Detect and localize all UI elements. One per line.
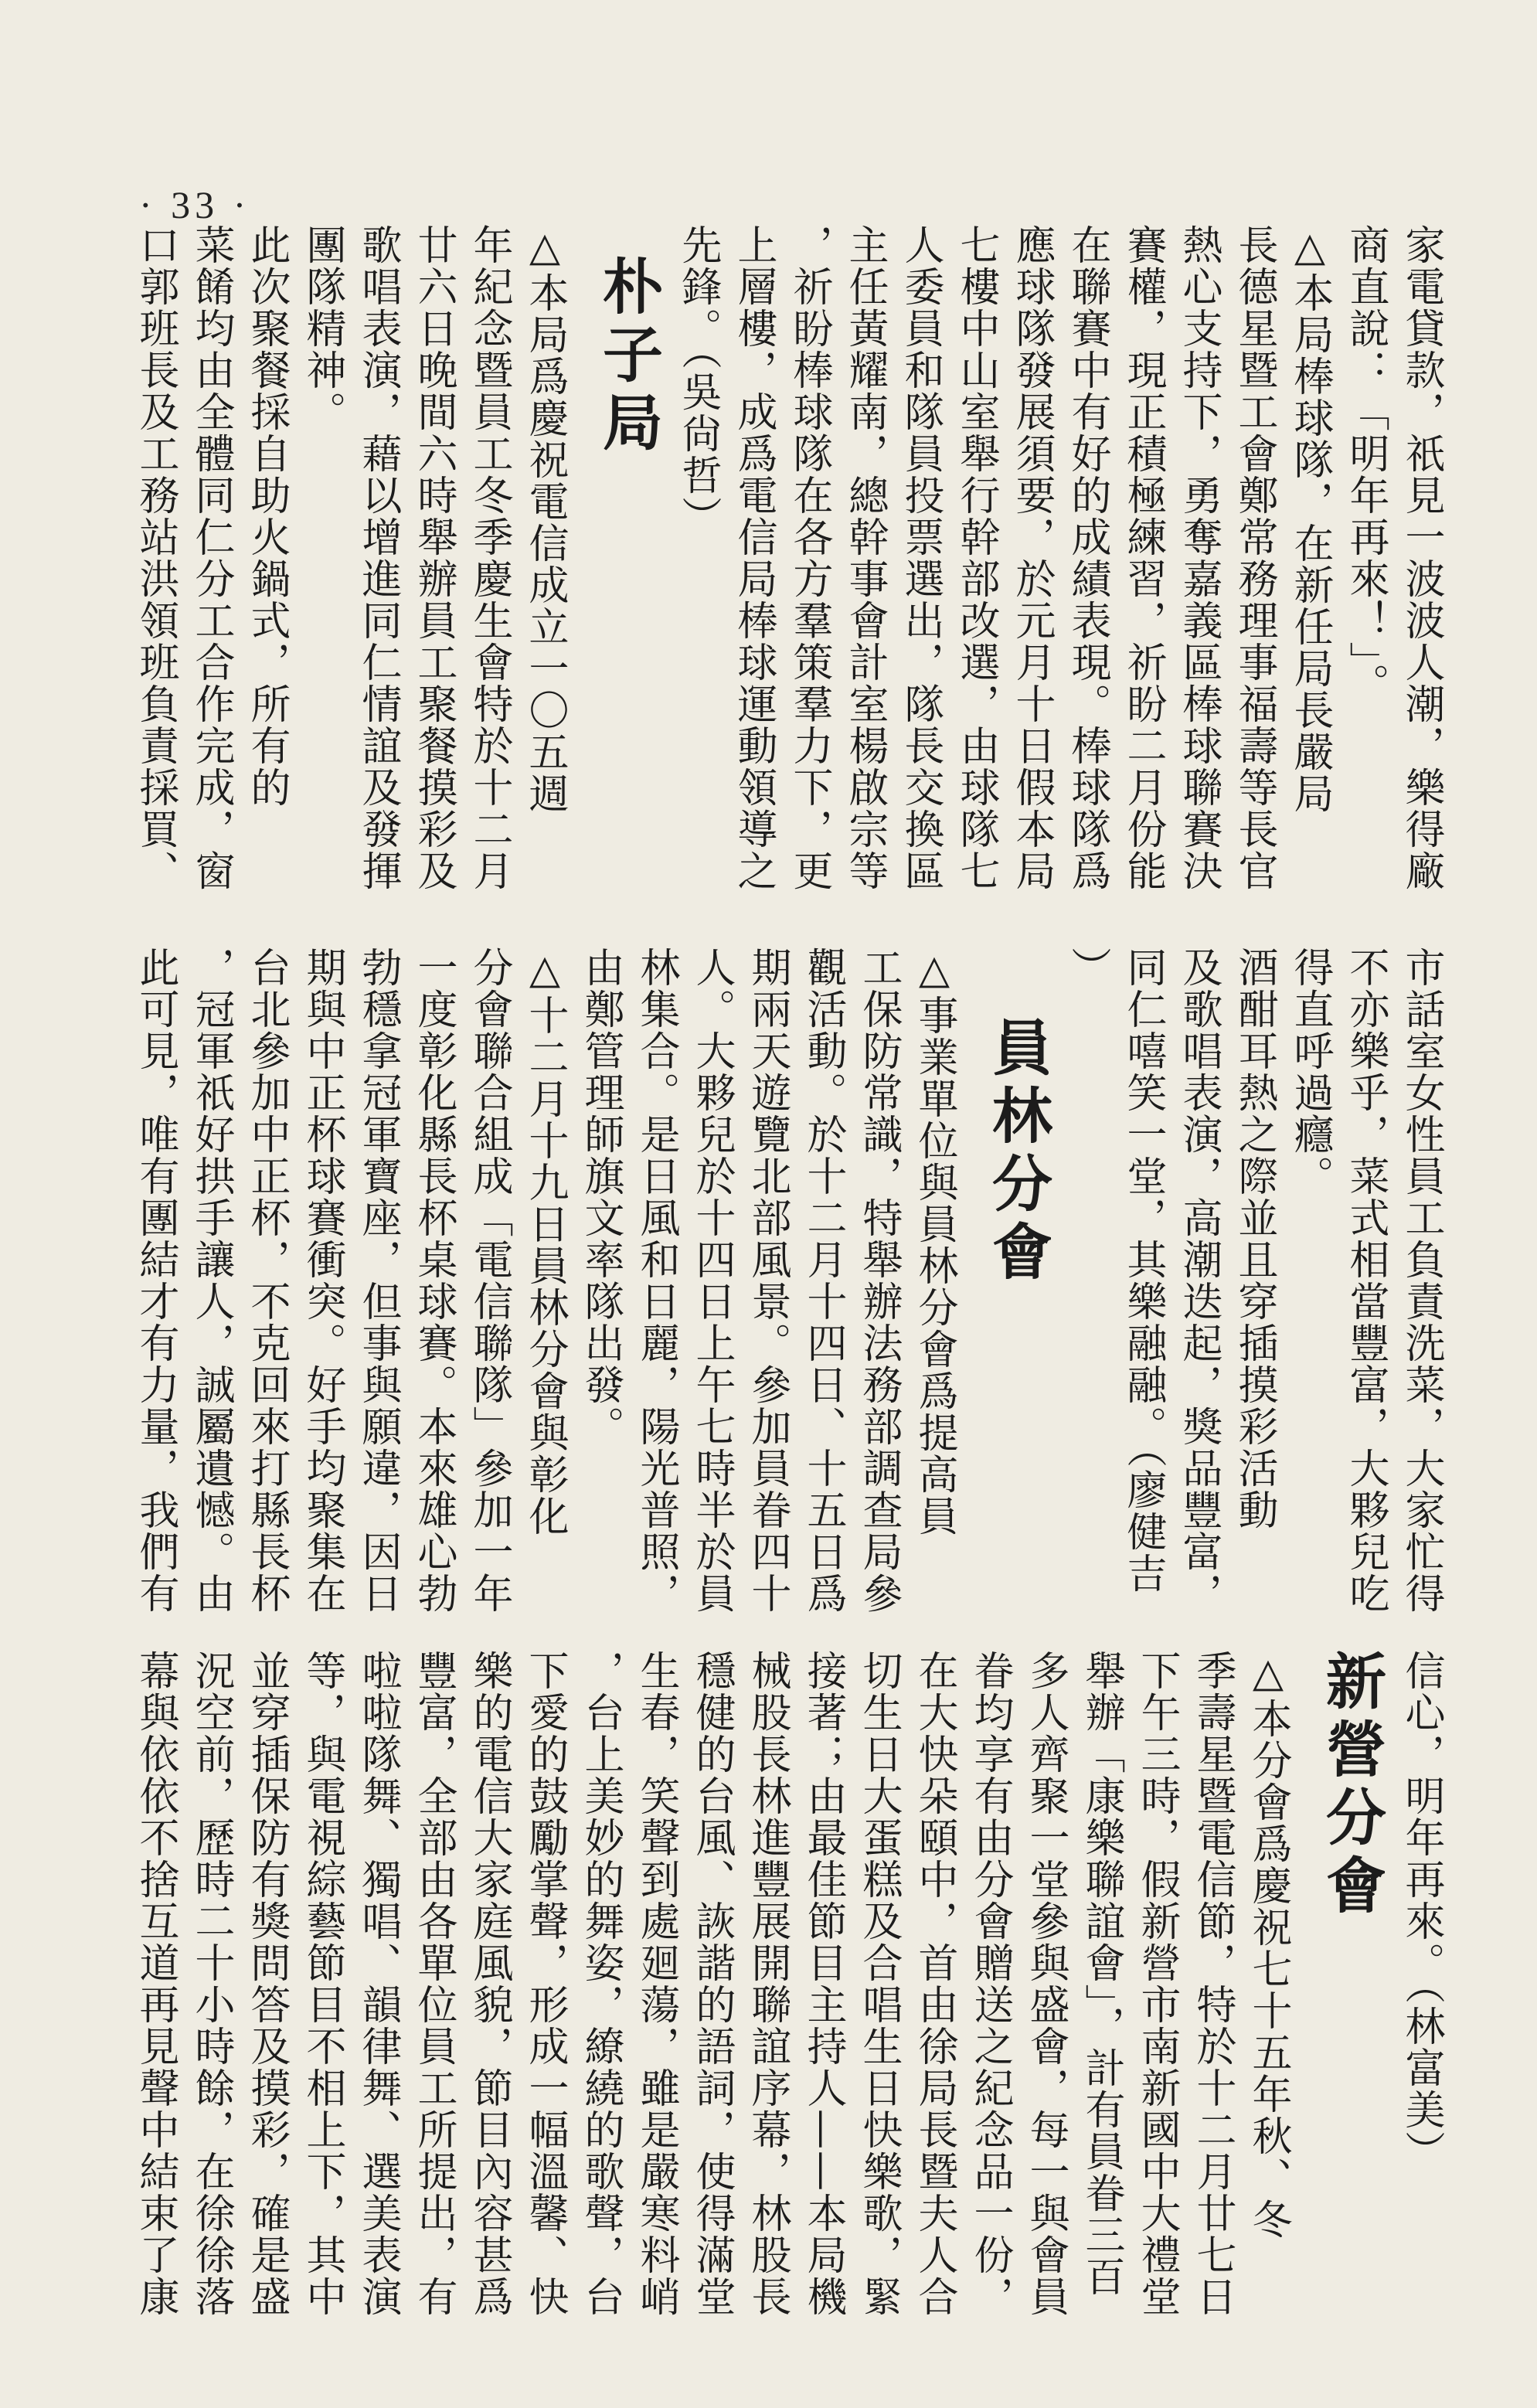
text-row-1 bbox=[116, 224, 1445, 927]
text-column: 啦啦隊舞、獨唱、韻律舞、選美表演 bbox=[355, 1650, 401, 2318]
text-column: △本局棒球隊，在新任局長嚴局 bbox=[1287, 224, 1333, 815]
section-heading-xinying: 新營分會 bbox=[1316, 1650, 1386, 1922]
text-column: 主任黃耀南，總幹事會計室楊啟宗等 bbox=[842, 224, 888, 892]
text-column: 商直說：「明年再來！」。 bbox=[1342, 224, 1389, 705]
text-column: 舉辦「康樂聯誼會」，計有員眷三百 bbox=[1078, 1650, 1124, 2297]
text-column: △事業單位與員林分會爲提高員 bbox=[911, 947, 957, 1537]
text-column: 在大快朵頤中，首由徐局長暨夫人合 bbox=[911, 1650, 957, 2318]
text-column: 工保防常識，特舉辦法務部調查局參 bbox=[855, 947, 902, 1614]
text-column: 口郭班長及工務站洪領班負責採買、 bbox=[132, 224, 179, 892]
text-row-3 bbox=[116, 1650, 1445, 2369]
text-column: 穩健的台風、詼諧的語詞，使得滿堂 bbox=[689, 1650, 735, 2318]
text-column: ，冠軍祇好拱手讓人，誠屬遺憾。由 bbox=[188, 947, 234, 1614]
text-column: 並穿插保防有獎問答及摸彩，確是盛 bbox=[243, 1650, 290, 2318]
text-column: 此可見，唯有團結才有力量，我們有 bbox=[132, 947, 179, 1614]
text-column: ） bbox=[1064, 947, 1110, 988]
text-column: 上層樓，成爲電信局棒球運動領導之 bbox=[730, 224, 777, 892]
text-column: 械股長林進豐展開聯誼序幕，林股長 bbox=[744, 1650, 791, 2318]
section-heading-yuanlin: 員林分會 bbox=[982, 1016, 1052, 1288]
text-column: 長德星暨工會鄭常務理事福壽等長官 bbox=[1231, 224, 1277, 892]
text-column: 熱心支持下，勇奪嘉義區棒球聯賽決 bbox=[1175, 224, 1222, 892]
text-column: 分會聯合組成「電信聯隊」參加一年 bbox=[466, 947, 512, 1614]
text-column: 廿六日晚間六時舉辦員工聚餐摸彩及 bbox=[410, 224, 457, 892]
text-column: △本局爲慶祝電信成立一〇五週 bbox=[522, 224, 568, 815]
text-column: 此次聚餐採自助火鍋式，所有的 bbox=[243, 224, 290, 808]
text-column: 及歌唱表演，高潮迭起，獎品豐富， bbox=[1175, 947, 1222, 1614]
text-column: 同仁嘻笑一堂，其樂融融。（廖健吉 bbox=[1120, 947, 1166, 1594]
text-column: 菜餚均由全體同仁分工合作完成，窗 bbox=[188, 224, 234, 892]
text-column: 歌唱表演，藉以增進同仁情誼及發揮 bbox=[355, 224, 401, 892]
text-column: 切生日大蛋糕及合唱生日快樂歌，緊 bbox=[855, 1650, 902, 2318]
text-column: 一度彰化縣長杯桌球賽。本來雄心勃 bbox=[410, 947, 457, 1614]
text-column: 台北參加中正杯，不克回來打縣長杯 bbox=[243, 947, 290, 1614]
text-column: ，祈盼棒球隊在各方羣策羣力下，更 bbox=[786, 224, 832, 892]
text-column: 多人齊聚一堂參與盛會，每一與會員 bbox=[1022, 1650, 1069, 2318]
text-column: 觀活動。於十二月十四日、十五日爲 bbox=[800, 947, 846, 1614]
text-column: 期兩天遊覽北部風景。參加員眷四十 bbox=[744, 947, 791, 1614]
text-column: 期與中正杯球賽衝突。好手均聚集在 bbox=[299, 947, 345, 1614]
text-column: 團隊精神。 bbox=[299, 224, 345, 433]
text-column: 家電貸款，祇見一波波人潮，樂得廠 bbox=[1398, 224, 1444, 892]
text-column: 七樓中山室舉行幹部改選，由球隊七 bbox=[953, 224, 999, 892]
text-column: 等，與電視綜藝節目不相上下，其中 bbox=[299, 1650, 345, 2318]
text-row-2 bbox=[116, 947, 1445, 1631]
text-column: 下午三時，假新營市南新國中大禮堂 bbox=[1134, 1650, 1180, 2318]
text-column: 下愛的鼓勵掌聲，形成一幅溫馨、快 bbox=[522, 1650, 568, 2318]
text-column: 信心，明年再來。（林富美） bbox=[1398, 1650, 1444, 2172]
text-column: 酒酣耳熱之際並且穿插摸彩活動 bbox=[1231, 947, 1277, 1531]
text-column: 林集合。是日風和日麗，陽光普照， bbox=[633, 947, 679, 1614]
text-column: 況空前，歷時二十小時餘，在徐徐落 bbox=[188, 1650, 234, 2318]
text-column: 季壽星暨電信節，特於十二月廿七日 bbox=[1189, 1650, 1236, 2318]
text-column: 人。大夥兒於十四日上午七時半於員 bbox=[689, 947, 735, 1614]
text-column: 人委員和隊員投票選出，隊長交換區 bbox=[897, 224, 944, 892]
text-column: 應球隊發展須要，於元月十日假本局 bbox=[1008, 224, 1055, 892]
text-column: 先鋒。（吳尙哲） bbox=[675, 224, 721, 538]
section-heading-puzi: 朴子局 bbox=[593, 255, 662, 459]
text-column: ，台上美妙的舞姿，繚繞的歌聲，台 bbox=[577, 1650, 624, 2318]
text-column: 不亦樂乎，菜式相當豐富，大夥兒吃 bbox=[1342, 947, 1389, 1614]
page-number: · 33 · bbox=[139, 183, 251, 226]
text-column: 接著；由最佳節目主持人——本局機 bbox=[800, 1650, 846, 2318]
text-column: 在聯賽中有好的成績表現。棒球隊爲 bbox=[1064, 224, 1110, 892]
text-column: △十二月十九日員林分會與彰化 bbox=[522, 947, 568, 1537]
text-column: 年紀念暨員工冬季慶生會特於十二月 bbox=[466, 224, 512, 892]
text-column: 得直呼過癮。 bbox=[1287, 947, 1333, 1197]
text-column: 賽權，現正積極練習，祈盼二月份能 bbox=[1120, 224, 1166, 892]
text-column: 生春，笑聲到處廻蕩，雖是嚴寒料峭 bbox=[633, 1650, 679, 2318]
text-column: 眷均享有由分會贈送之紀念品一份， bbox=[967, 1650, 1013, 2318]
text-column: 幕與依依不捨互道再見聲中結束了康 bbox=[132, 1650, 179, 2318]
text-column: △本分會爲慶祝七十五年秋、冬 bbox=[1245, 1650, 1291, 2240]
text-column: 由鄭管理師旗文率隊出發。 bbox=[577, 947, 624, 1447]
text-column: 豐富，全部由各單位員工所提出，有 bbox=[410, 1650, 457, 2318]
text-column: 市話室女性員工負責洗菜，大家忙得 bbox=[1398, 947, 1444, 1614]
text-column: 樂的電信大家庭風貌，節目內容甚爲 bbox=[466, 1650, 512, 2318]
text-column: 勃穩拿冠軍寶座，但事與願違，因日 bbox=[355, 947, 401, 1614]
